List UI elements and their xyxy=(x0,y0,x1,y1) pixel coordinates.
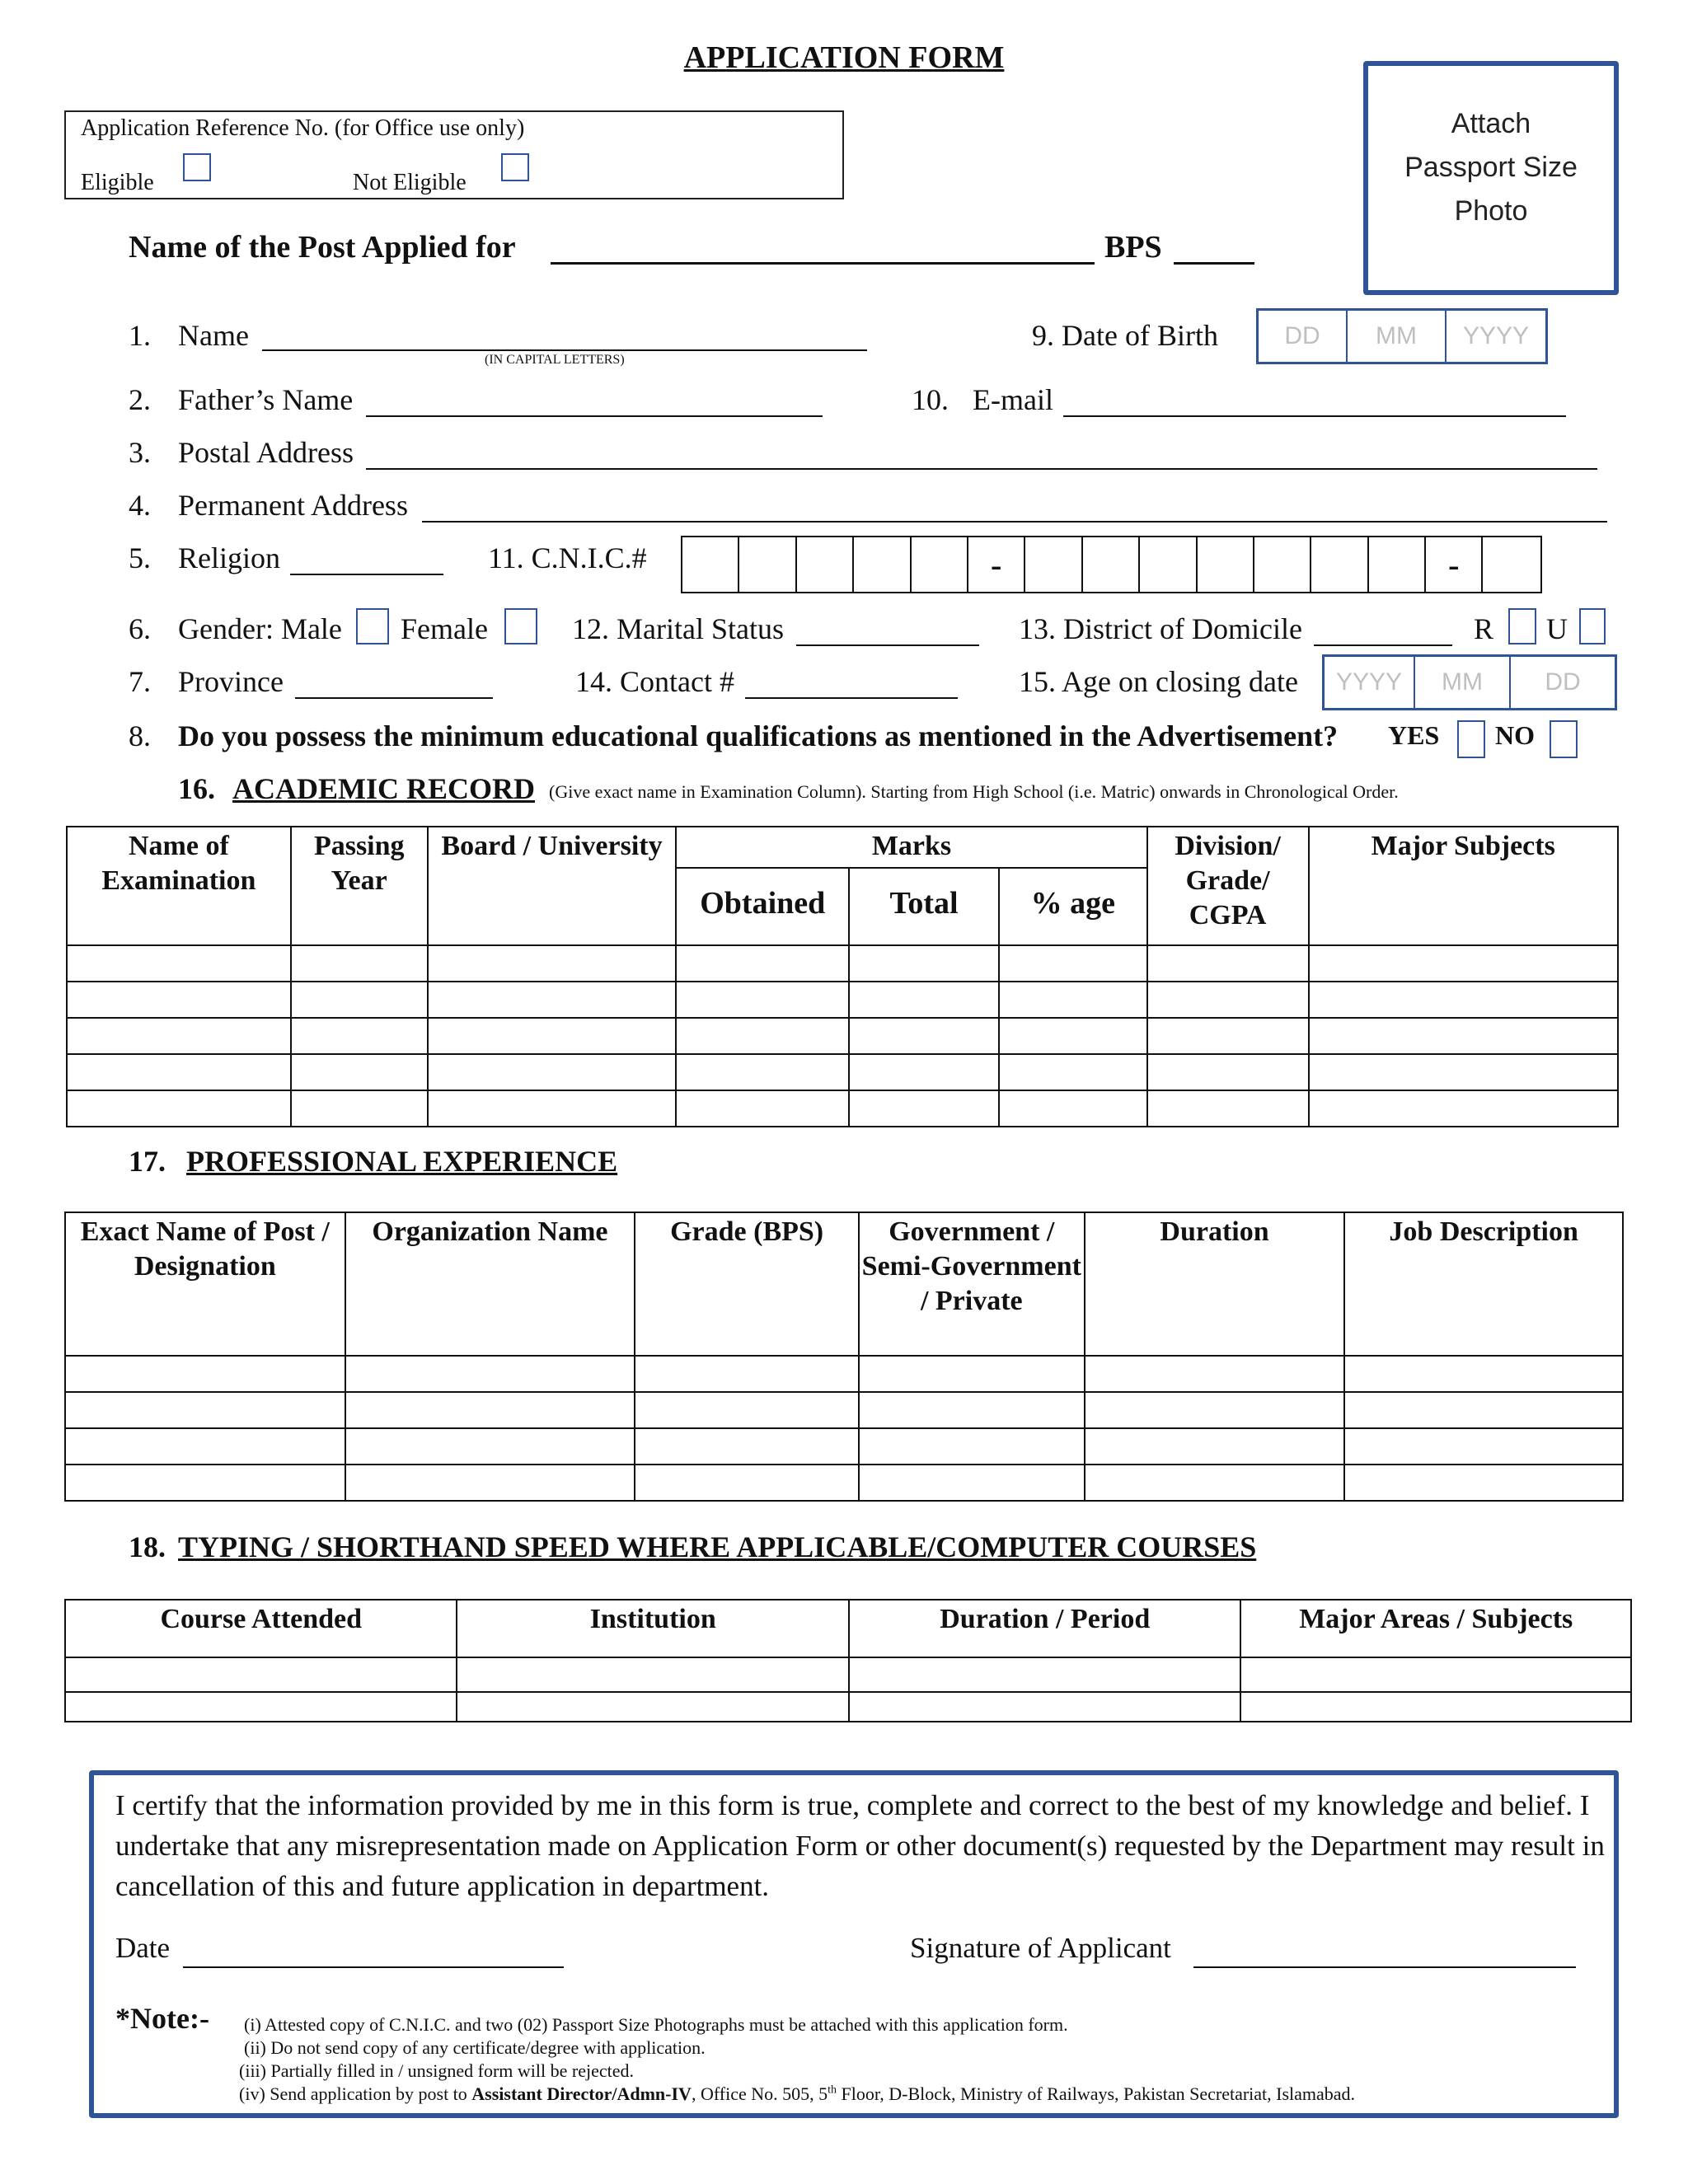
header-division: Division/ Grade/ CGPA xyxy=(1147,827,1309,945)
note-4-address: Floor, D-Block, Ministry of Railways, Pakistan Secretariat, Islamabad. xyxy=(837,2083,1356,2104)
table-cell[interactable] xyxy=(65,1657,457,1692)
table-cell[interactable] xyxy=(1309,982,1618,1018)
table-cell[interactable] xyxy=(849,1054,999,1090)
photo-label-line1: Attach xyxy=(1451,108,1531,139)
table-cell[interactable] xyxy=(849,1018,999,1054)
table-cell[interactable] xyxy=(1240,1657,1631,1692)
cnic-digit[interactable] xyxy=(797,537,854,592)
email-line[interactable] xyxy=(1063,415,1566,417)
table-cell[interactable] xyxy=(291,982,428,1018)
item-number-1: 1. xyxy=(129,319,151,352)
header-marks: Marks xyxy=(676,827,1146,868)
table-cell[interactable] xyxy=(676,1018,849,1054)
table-cell[interactable] xyxy=(1085,1356,1345,1392)
header-institution: Institution xyxy=(457,1600,849,1657)
cnic-digit[interactable] xyxy=(1369,537,1426,592)
no-checkbox[interactable] xyxy=(1550,720,1578,758)
item-number-7: 7. xyxy=(129,665,151,698)
table-cell[interactable] xyxy=(859,1465,1085,1501)
table-cell[interactable] xyxy=(635,1428,859,1465)
table-cell[interactable] xyxy=(291,945,428,982)
dob-box[interactable] xyxy=(1256,308,1548,364)
note-2: (ii) Do not send copy of any certificate/degree with application. xyxy=(244,2037,706,2058)
table-cell[interactable] xyxy=(635,1392,859,1428)
note-4-prefix: (iv) Send application by post to xyxy=(239,2083,467,2104)
gender-male-label: Gender: Male xyxy=(178,612,342,645)
table-cell[interactable] xyxy=(67,1054,291,1090)
table-cell[interactable] xyxy=(65,1692,457,1722)
yes-label: YES xyxy=(1388,720,1440,750)
cnic-digit[interactable] xyxy=(739,537,796,592)
dob-year[interactable]: YYYY xyxy=(1462,322,1530,349)
age-closing-label: 15. Age on closing date xyxy=(1019,665,1298,698)
table-cell[interactable] xyxy=(345,1428,635,1465)
date-line[interactable] xyxy=(183,1966,564,1968)
header-designation: Exact Name of Post / Designation xyxy=(65,1212,345,1356)
marital-status-label: 12. Marital Status xyxy=(572,612,784,645)
note-4 xyxy=(239,2083,1355,2105)
table-cell[interactable] xyxy=(1344,1392,1623,1428)
contact-label: 14. Contact # xyxy=(575,665,734,698)
cnic-digit[interactable] xyxy=(682,537,739,592)
header-percentage: % age xyxy=(999,868,1147,945)
header-total: Total xyxy=(849,868,999,945)
dob-label: 9. Date of Birth xyxy=(1032,319,1218,352)
certification-box xyxy=(89,1770,1619,2118)
cnic-dash: - xyxy=(1426,537,1483,592)
table-cell[interactable] xyxy=(849,982,999,1018)
table-cell[interactable] xyxy=(67,945,291,982)
age-months[interactable]: MM xyxy=(1415,657,1511,708)
table-row xyxy=(67,1018,1618,1054)
note-4-office: , Office No. 505, 5 xyxy=(691,2083,828,2104)
female-checkbox[interactable] xyxy=(504,608,537,644)
cnic-digit[interactable] xyxy=(1254,537,1311,592)
not-eligible-checkbox[interactable] xyxy=(501,153,529,181)
table-cell[interactable] xyxy=(859,1392,1085,1428)
header-organization: Organization Name xyxy=(345,1212,635,1356)
item-number-6: 6. xyxy=(129,612,151,645)
rural-label: R xyxy=(1474,612,1494,645)
table-cell[interactable] xyxy=(1344,1465,1623,1501)
table-cell[interactable] xyxy=(676,945,849,982)
table-cell[interactable] xyxy=(635,1356,859,1392)
table-cell[interactable] xyxy=(1309,945,1618,982)
experience-number: 17. xyxy=(129,1145,166,1178)
cnic-digit[interactable] xyxy=(912,537,968,592)
male-checkbox[interactable] xyxy=(356,608,389,644)
age-box[interactable] xyxy=(1322,654,1617,710)
table-cell[interactable] xyxy=(999,1018,1147,1054)
table-cell[interactable] xyxy=(457,1657,849,1692)
cnic-dash: - xyxy=(968,537,1025,592)
passport-photo-box[interactable] xyxy=(1363,61,1619,295)
cnic-digit[interactable] xyxy=(1198,537,1254,592)
table-cell[interactable] xyxy=(1240,1692,1631,1722)
table-cell[interactable] xyxy=(1309,1054,1618,1090)
qualification-question: Do you possess the minimum educational qualifications as mentioned in the Advertisement? xyxy=(178,719,1339,752)
urban-checkbox[interactable] xyxy=(1579,608,1606,644)
table-cell[interactable] xyxy=(635,1465,859,1501)
table-cell[interactable] xyxy=(428,1054,677,1090)
typing-table xyxy=(64,1599,1632,1722)
note-3: (iii) Partially filled in / unsigned form will be rejected. xyxy=(239,2060,634,2081)
header-major: Major Subjects xyxy=(1309,827,1618,945)
note-label: *Note:- xyxy=(115,2002,209,2035)
eligible-checkbox[interactable] xyxy=(183,153,211,181)
bps-line[interactable] xyxy=(1174,262,1254,265)
province-label: Province xyxy=(178,665,284,698)
table-cell[interactable] xyxy=(1085,1465,1345,1501)
table-row xyxy=(65,1356,1623,1392)
note-4-addressee: Assistant Director/Admn-IV xyxy=(471,2083,692,2104)
header-major-areas: Major Areas / Subjects xyxy=(1240,1600,1631,1657)
eligible-label: Eligible xyxy=(81,170,154,195)
form-title: APPLICATION FORM xyxy=(683,40,1005,75)
age-days[interactable]: DD xyxy=(1545,668,1581,696)
table-cell[interactable] xyxy=(1309,1090,1618,1127)
header-sector: Government / Semi-Government / Private xyxy=(859,1212,1085,1356)
domicile-label: 13. District of Domicile xyxy=(1019,612,1302,645)
religion-line[interactable] xyxy=(290,574,443,575)
table-cell[interactable] xyxy=(999,982,1147,1018)
postal-address-line[interactable] xyxy=(366,468,1597,470)
email-label: E-mail xyxy=(973,383,1053,416)
table-cell[interactable] xyxy=(345,1392,635,1428)
religion-label: Religion xyxy=(178,541,280,574)
father-name-line[interactable] xyxy=(366,415,823,417)
table-cell[interactable] xyxy=(849,1090,999,1127)
table-cell[interactable] xyxy=(67,1090,291,1127)
table-cell[interactable] xyxy=(676,1054,849,1090)
table-row xyxy=(65,1392,1623,1428)
contact-line[interactable] xyxy=(745,697,958,699)
signature-line[interactable] xyxy=(1193,1966,1576,1968)
note-4-superscript: th xyxy=(828,2083,837,2097)
capital-letters-hint: (IN CAPITAL LETTERS) xyxy=(485,353,625,367)
header-job-description: Job Description xyxy=(1344,1212,1623,1356)
father-name-label: Father’s Name xyxy=(178,383,354,416)
not-eligible-label: Not Eligible xyxy=(353,170,467,195)
header-duration: Duration xyxy=(1085,1212,1345,1356)
domicile-line[interactable] xyxy=(1314,644,1452,646)
table-row xyxy=(65,1465,1623,1501)
photo-label-line3: Photo xyxy=(1454,195,1528,227)
typing-number: 18. xyxy=(129,1530,166,1563)
table-cell[interactable] xyxy=(345,1465,635,1501)
cnic-digit[interactable] xyxy=(1025,537,1082,592)
header-obtained: Obtained xyxy=(676,868,849,945)
table-cell[interactable] xyxy=(859,1428,1085,1465)
cnic-boxes[interactable] xyxy=(681,536,1542,593)
header-year: Passing Year xyxy=(291,827,428,945)
table-cell[interactable] xyxy=(457,1692,849,1722)
table-cell[interactable] xyxy=(999,1090,1147,1127)
female-label: Female xyxy=(401,612,488,645)
header-exam: Name of Examination xyxy=(67,827,291,945)
table-cell[interactable] xyxy=(1344,1428,1623,1465)
table-cell[interactable] xyxy=(65,1392,345,1428)
typing-title: TYPING / SHORTHAND SPEED WHERE APPLICABLE/COMPUTER COURSES xyxy=(178,1530,1257,1563)
no-label: NO xyxy=(1495,720,1535,750)
table-row xyxy=(65,1657,1631,1692)
office-use-box xyxy=(64,110,844,199)
rural-checkbox[interactable] xyxy=(1508,608,1536,644)
table-cell[interactable] xyxy=(428,1090,677,1127)
permanent-address-label: Permanent Address xyxy=(178,489,408,522)
table-cell[interactable] xyxy=(1147,1054,1309,1090)
table-cell[interactable] xyxy=(1309,1018,1618,1054)
cnic-digit[interactable] xyxy=(1311,537,1368,592)
table-row xyxy=(65,1692,1631,1722)
header-grade: Grade (BPS) xyxy=(635,1212,859,1356)
table-cell[interactable] xyxy=(65,1465,345,1501)
marital-status-line[interactable] xyxy=(796,644,979,646)
table-cell[interactable] xyxy=(67,982,291,1018)
academic-table xyxy=(66,826,1619,1127)
permanent-address-line[interactable] xyxy=(422,521,1607,523)
item-number-3: 3. xyxy=(129,436,151,469)
name-label: Name xyxy=(178,319,249,352)
table-cell[interactable] xyxy=(291,1018,428,1054)
table-row xyxy=(65,1428,1623,1465)
academic-title: ACADEMIC RECORD xyxy=(232,772,535,805)
table-cell[interactable] xyxy=(999,1054,1147,1090)
post-applied-label: Name of the Post Applied for xyxy=(129,230,516,265)
item-number-10: 10. xyxy=(912,383,949,416)
postal-address-label: Postal Address xyxy=(178,436,354,469)
table-cell[interactable] xyxy=(859,1356,1085,1392)
table-cell[interactable] xyxy=(1085,1428,1345,1465)
table-cell[interactable] xyxy=(849,1657,1240,1692)
table-cell[interactable] xyxy=(1085,1392,1345,1428)
age-years[interactable]: YYYY xyxy=(1325,657,1415,708)
dob-month[interactable]: MM xyxy=(1348,311,1447,362)
province-line[interactable] xyxy=(295,697,493,699)
yes-checkbox[interactable] xyxy=(1457,720,1485,758)
item-number-4: 4. xyxy=(129,489,151,522)
table-cell[interactable] xyxy=(1147,982,1309,1018)
table-row xyxy=(67,945,1618,982)
name-line[interactable] xyxy=(262,349,867,351)
header-period: Duration / Period xyxy=(849,1600,1240,1657)
table-cell[interactable] xyxy=(65,1428,345,1465)
table-row xyxy=(67,1090,1618,1127)
item-number-8: 8. xyxy=(129,719,151,752)
urban-label: U xyxy=(1546,612,1568,645)
cnic-digit[interactable] xyxy=(854,537,911,592)
post-name-line[interactable] xyxy=(551,262,1095,265)
item-number-2: 2. xyxy=(129,383,151,416)
table-cell[interactable] xyxy=(1147,945,1309,982)
header-course: Course Attended xyxy=(65,1600,457,1657)
table-cell[interactable] xyxy=(65,1356,345,1392)
table-cell[interactable] xyxy=(1147,1090,1309,1127)
academic-number: 16. xyxy=(178,772,215,805)
cnic-label: 11. C.N.I.C.# xyxy=(488,541,647,574)
cnic-digit[interactable] xyxy=(1483,537,1540,592)
experience-table xyxy=(64,1212,1624,1502)
reference-number-label: Application Reference No. (for Office use only) xyxy=(81,115,525,141)
table-cell[interactable] xyxy=(999,945,1147,982)
table-cell[interactable] xyxy=(1147,1018,1309,1054)
dob-day[interactable]: DD xyxy=(1259,311,1348,362)
table-cell[interactable] xyxy=(849,1692,1240,1722)
table-cell[interactable] xyxy=(849,945,999,982)
table-cell[interactable] xyxy=(428,982,677,1018)
table-row xyxy=(67,1054,1618,1090)
cnic-digit[interactable] xyxy=(1140,537,1197,592)
table-cell[interactable] xyxy=(67,1018,291,1054)
table-row xyxy=(67,982,1618,1018)
cnic-digit[interactable] xyxy=(1083,537,1140,592)
photo-label-line2: Passport Size xyxy=(1404,152,1578,183)
signature-label: Signature of Applicant xyxy=(910,1932,1171,1964)
table-cell[interactable] xyxy=(676,982,849,1018)
table-cell[interactable] xyxy=(428,945,677,982)
note-1: (i) Attested copy of C.N.I.C. and two (02) Passport Size Photographs must be attached with this application form. xyxy=(244,2014,1068,2035)
certification-text: I certify that the information provided by me in this form is true, complete and correct to the best of my knowledge and belief. I undertake that any misrepresentation made on Application Form or other document(s) requested by the Department may result in cancellation of this and future application in department. xyxy=(115,1789,1605,1902)
table-cell[interactable] xyxy=(676,1090,849,1127)
date-label: Date xyxy=(115,1932,171,1964)
table-cell[interactable] xyxy=(428,1018,677,1054)
header-board: Board / University xyxy=(428,827,677,945)
table-cell[interactable] xyxy=(345,1356,635,1392)
item-number-5: 5. xyxy=(129,541,151,574)
table-cell[interactable] xyxy=(291,1054,428,1090)
bps-label: BPS xyxy=(1104,230,1162,265)
experience-title: PROFESSIONAL EXPERIENCE xyxy=(186,1145,618,1178)
table-cell[interactable] xyxy=(1344,1356,1623,1392)
academic-instructions: (Give exact name in Examination Column). Starting from High School (i.e. Matric) onwards in Chronological Order. xyxy=(549,781,1399,802)
table-cell[interactable] xyxy=(291,1090,428,1127)
